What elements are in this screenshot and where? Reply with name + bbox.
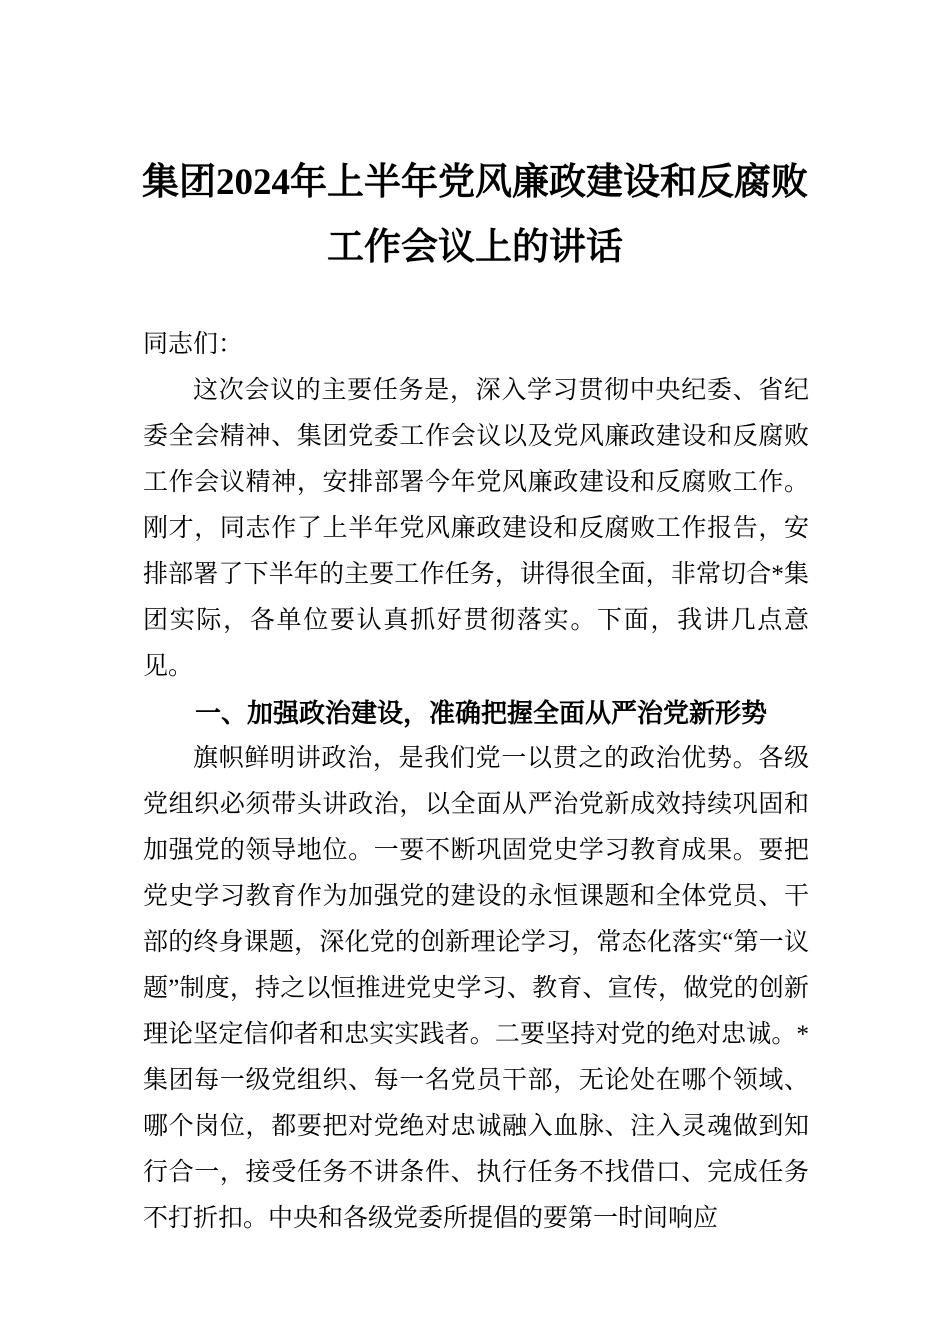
- doc-title-line2: 工作会议上的讲话: [327, 227, 623, 268]
- doc-body: [143, 322, 809, 1242]
- salutation: 同志们：: [143, 331, 244, 358]
- doc-title: [142, 150, 808, 280]
- section1-paragraph: 旗帜鲜明讲政治，是我们党一以贯之的政治优势。各级党组织必须带头讲政治，以全面从严治党新成效持续巩固和加强党的领导地位。一要不断巩固党史学习教育成果。要把党史学习教育作为加强党的建设的永恒课题和全体党员、干部的终身课题，深化党的创新理论学习，常态化落实“第一议题”制度，持之以恒推进党史学习、教育、宣传，做党的创新理论坚定信仰者和忠实实践者。二要坚持对党的绝对忠诚。*集团每一级党组织、每一名党员干部，无论处在哪个领域、哪个岗位，都要把对党绝对忠诚融入血脉、注入灵魂做到知行合一，接受任务不讲条件、执行任务不找借口、完成任务不打折扣。中央和各级党委所提倡的要第一时间响应: [143, 745, 809, 1232]
- section1-heading: 一、加强政治建设，准确把握全面从严治党新形势: [195, 698, 768, 728]
- intro-paragraph: 这次会议的主要任务是，深入学习贯彻中央纪委、省纪委全会精神、集团党委工作会议以及党风廉政建设和反腐败工作会议精神，安排部署今年党风廉政建设和反腐败工作。刚才，同志作了上半年党风廉政建设和反腐败工作报告，安排部署了下半年的主要工作任务，讲得很全面，非常切合*集团实际，各单位要认真抓好贯彻落实。下面，我讲几点意见。: [143, 377, 809, 680]
- doc-title-line1: 集团2024年上半年党风廉政建设和反腐败: [142, 162, 808, 203]
